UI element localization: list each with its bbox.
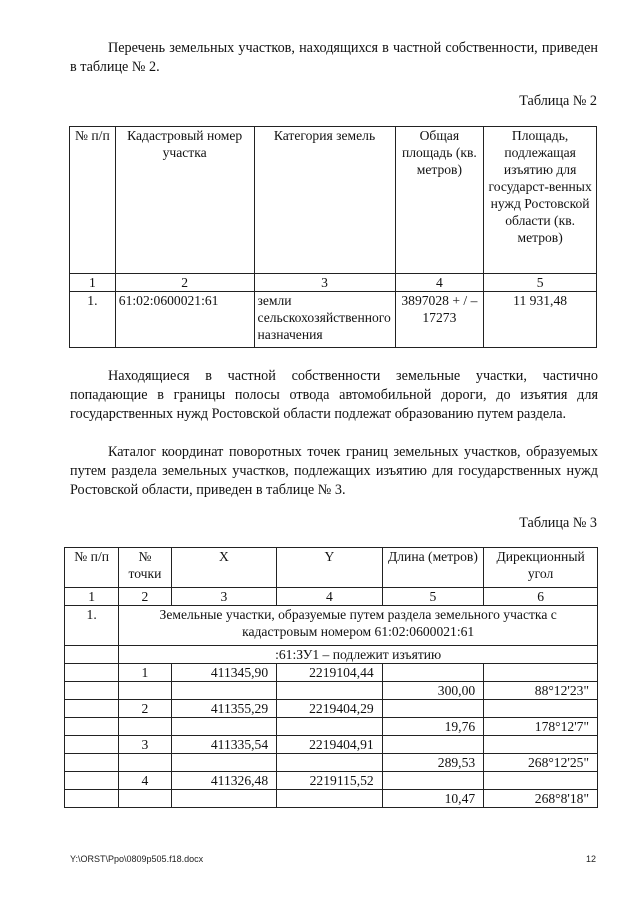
table3-group-row [65, 606, 598, 646]
point-y: 2219104,44 [277, 664, 383, 682]
table3-colnum-row [65, 588, 598, 606]
table3-header-cell: X [171, 548, 277, 588]
table3-point-row [65, 772, 598, 790]
table3-empty-cell [65, 718, 119, 736]
point-number: 2 [119, 700, 171, 718]
point-number: 4 [119, 772, 171, 790]
point-x: 411345,90 [171, 664, 277, 682]
table3-colnum-cell: 5 [382, 588, 483, 606]
intro-paragraph [70, 39, 598, 77]
table3-segment-row [65, 754, 598, 772]
table3-empty-cell [382, 736, 483, 754]
body-paragraph-2-text: Каталог координат поворотных точек границ земельных участков, образуемых путем раздела земельных участков, подлежащих изъятию для государственных нужд Ростовской области, приведен в таблице № 3. [70, 444, 598, 498]
table3-empty-cell [277, 718, 383, 736]
table3-header-cell: Дирекционный угол [484, 548, 598, 588]
table3-subgroup-row [65, 646, 598, 664]
table3 [64, 547, 598, 808]
point-number: 3 [119, 736, 171, 754]
table3-empty-cell [277, 754, 383, 772]
table2-row [70, 292, 597, 348]
table3-empty-cell [484, 664, 598, 682]
table3-colnum-cell: 2 [119, 588, 171, 606]
footer-page-number: 12 [585, 854, 596, 864]
table2-colnum-cell: 4 [395, 274, 484, 292]
table2-cell: 1. [70, 292, 116, 348]
table2-header-cell: Площадь, подлежащая изъятию для государст-венных нужд Ростовской области (кв. метров) [484, 127, 597, 274]
table2-caption: Таблица № 2 [519, 93, 597, 109]
table3-empty-cell [171, 718, 277, 736]
table3-point-row [65, 700, 598, 718]
point-y: 2219404,91 [277, 736, 383, 754]
table3-colnum-cell: 1 [65, 588, 119, 606]
segment-length: 289,53 [382, 754, 483, 772]
table3-subgroup-title: :61:ЗУ1 – подлежит изъятию [119, 646, 598, 664]
table3-empty-cell [65, 700, 119, 718]
table2-colnum-row [70, 274, 597, 292]
table3-empty-cell [65, 736, 119, 754]
table3-point-row [65, 736, 598, 754]
table3-empty-cell [65, 682, 119, 700]
table3-empty-cell [65, 772, 119, 790]
table3-empty-cell [65, 646, 119, 664]
table3-empty-cell [382, 664, 483, 682]
table3-empty-cell [65, 664, 119, 682]
point-y: 2219115,52 [277, 772, 383, 790]
table3-empty-cell [382, 772, 483, 790]
table2-colnum-cell: 5 [484, 274, 597, 292]
table3-empty-cell [484, 736, 598, 754]
table2-cell: 11 931,48 [484, 292, 597, 348]
table3-group-title: Земельные участки, образуемые путем раздела земельного участка с кадастровым номером 61:02:0600021:61 [119, 606, 598, 646]
table3-header-row [65, 548, 598, 588]
table3-header-cell: Y [277, 548, 383, 588]
table3-empty-cell [382, 700, 483, 718]
table2-header-cell: Категория земель [254, 127, 395, 274]
table3-empty-cell [277, 682, 383, 700]
segment-length: 19,76 [382, 718, 483, 736]
table3-segment-row [65, 718, 598, 736]
table3-empty-cell [119, 718, 171, 736]
table3-colnum-cell: 6 [484, 588, 598, 606]
table3-empty-cell [65, 754, 119, 772]
segment-angle: 268°8'18" [484, 790, 598, 808]
table3-caption: Таблица № 3 [519, 515, 597, 531]
table2-header-row [70, 127, 597, 274]
table3-segment-row [65, 682, 598, 700]
segment-angle: 268°12'25" [484, 754, 598, 772]
table3-empty-cell [119, 790, 171, 808]
segment-length: 10,47 [382, 790, 483, 808]
table2-cell: земли сельскохозяйственного назначения [254, 292, 395, 348]
segment-angle: 88°12'23" [484, 682, 598, 700]
point-y: 2219404,29 [277, 700, 383, 718]
table2-colnum-cell: 1 [70, 274, 116, 292]
table3-empty-cell [277, 790, 383, 808]
table2-cell: 61:02:0600021:61 [115, 292, 254, 348]
table3-empty-cell [119, 682, 171, 700]
table2 [69, 126, 597, 348]
table2-header-cell: № п/п [70, 127, 116, 274]
table3-header-cell: № п/п [65, 548, 119, 588]
body-paragraph-1 [70, 367, 598, 424]
table3-empty-cell [484, 700, 598, 718]
table3-empty-cell [171, 682, 277, 700]
table3-colnum-cell: 3 [171, 588, 277, 606]
point-x: 411335,54 [171, 736, 277, 754]
table3-empty-cell [484, 772, 598, 790]
table3-empty-cell [171, 790, 277, 808]
table3-segment-row [65, 790, 598, 808]
table2-cell: 3897028 + / – 17273 [395, 292, 484, 348]
table3-point-row [65, 664, 598, 682]
segment-angle: 178°12'7" [484, 718, 598, 736]
table3-group-number: 1. [65, 606, 119, 646]
table2-colnum-cell: 3 [254, 274, 395, 292]
point-x: 411326,48 [171, 772, 277, 790]
footer-file-path: Y:\ORST\Ppo\0809p505.f18.docx [70, 854, 204, 864]
table3-empty-cell [171, 754, 277, 772]
table3-colnum-cell: 4 [277, 588, 383, 606]
body-paragraph-1-text: Находящиеся в частной собственности земельные участки, частично попадающие в границы полосы отвода автомобильной дороги, до изъятия для государственных нужд Ростовской области подлежат образованию путем раздела. [70, 368, 598, 422]
segment-length: 300,00 [382, 682, 483, 700]
intro-text: Перечень земельных участков, находящихся в частной собственности, приведен в таблице № 2. [70, 40, 598, 75]
table2-header-cell: Общая площадь (кв. метров) [395, 127, 484, 274]
table3-empty-cell [65, 790, 119, 808]
table3-header-cell: Длина (метров) [382, 548, 483, 588]
table3-empty-cell [119, 754, 171, 772]
table2-colnum-cell: 2 [115, 274, 254, 292]
body-paragraph-2 [70, 443, 598, 500]
table3-header-cell: № точки [119, 548, 171, 588]
point-x: 411355,29 [171, 700, 277, 718]
point-number: 1 [119, 664, 171, 682]
table2-header-cell: Кадастровый номер участка [115, 127, 254, 274]
